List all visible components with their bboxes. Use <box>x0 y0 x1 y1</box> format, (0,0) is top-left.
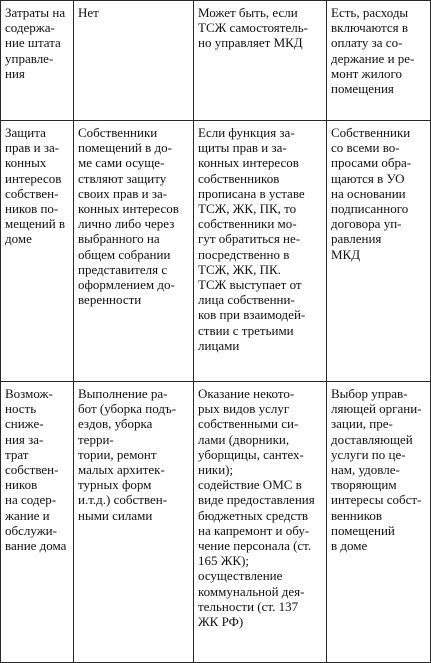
table-row <box>1 1 431 121</box>
table-cell: Собственники помещений в до- ме сами осуще- ствляют защиту своих прав и за- конных интересов лично либо через выбранного на общем собрании представителя с оформлением до- веренности <box>74 121 194 382</box>
table-cell: Защита прав и за- конных интересов собствен- ников по- мещений в доме <box>1 121 74 382</box>
table-cell: Если функция за- щиты прав и за- конных интересов собственников прописана в уставе ТСЖ, ЖК, ПК, то собственники мо- гут обратиться не- посредственно в ТСЖ, ЖК, ПК. ТСЖ выступает от лица собственни- ков при взаимодей- ствии с третьими лицами <box>194 121 327 382</box>
table-cell: Возмож- ность сниже- ния за- трат собствен- ников на содер- жание и обслужи- вание дома <box>1 382 74 663</box>
table-row <box>1 382 431 663</box>
table-cell: Выполнение ра- бот (уборка подъ- ездов, уборка терри- тории, ремонт малых архитек- турных форм и.т.д.) собствен- ными силами <box>74 382 194 663</box>
table-row <box>1 121 431 382</box>
table-cell: Собственники со всеми во- просами обра- щаются в УО на основании подписанного договора уп- равления МКД <box>327 121 431 382</box>
table-cell: Нет <box>74 1 194 121</box>
table-cell: Есть, расходы включаются в оплату за со- держание и ре- монт жилого помещения <box>327 1 431 121</box>
table-cell: Выбор управ- ляющей органи- зации, пре- доставляющей услуги по це- нам, удовле- творяющим интересы собст- венников помещений в доме <box>327 382 431 663</box>
table-cell: Затраты на содержа- ние штата управле- ния <box>1 1 74 121</box>
table-cell: Оказание некото- рых видов услуг собственными си- лами (дворники, уборщицы, сантех- ники); содействие ОМС в виде предоставления бюджетных средств на капремонт и обу- чение персонала (ст. 165 ЖК); осуществление коммунальной дея- тельности (ст. 137 ЖК РФ) <box>194 382 327 663</box>
table-cell: Может быть, если ТСЖ самостоятель- но управляет МКД <box>194 1 327 121</box>
